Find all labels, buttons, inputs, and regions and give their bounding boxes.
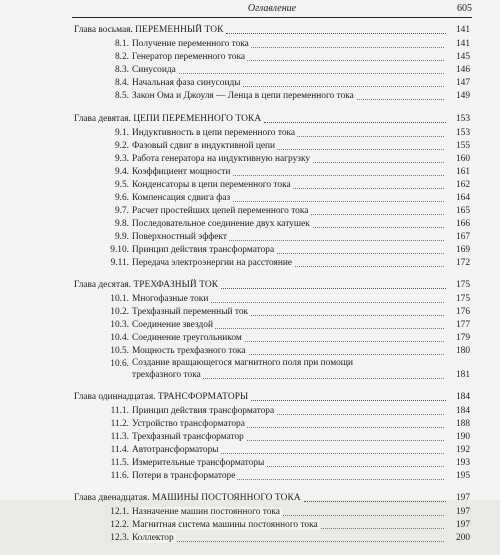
section-page-number: 165 <box>455 205 470 216</box>
section-title <box>132 64 178 77</box>
section-page-number: 184 <box>455 405 470 416</box>
toc-entry[interactable] <box>72 506 472 519</box>
section-number: 11.3. <box>110 431 129 442</box>
section-page-number: 200 <box>455 533 470 543</box>
section-number: 11.4. <box>110 444 129 455</box>
section-title-text: Принцип действия трансформатора <box>132 244 275 255</box>
section-title-text: Передача электроэнергии на расстояние <box>132 257 293 268</box>
dot-leader <box>304 501 446 502</box>
section-page-number: 193 <box>455 457 470 468</box>
section-title <box>132 506 282 519</box>
section-number: 12.1. <box>110 507 129 517</box>
section-page-number: 195 <box>455 470 470 481</box>
dot-leader <box>264 122 446 123</box>
section-number: 9.9. <box>114 231 129 242</box>
chapter-title: ПЕРЕМЕННЫЙ ТОК <box>135 25 224 35</box>
section-number: 10.2. <box>110 307 129 317</box>
section-number: 11.2. <box>110 418 129 429</box>
section-number: 9.5. <box>114 179 129 190</box>
toc-entry[interactable] <box>72 444 472 457</box>
toc-entry[interactable] <box>72 470 472 483</box>
toc-entry[interactable] <box>72 345 472 358</box>
section-title-text: Конденсаторы в цепи переменного тока <box>132 179 291 190</box>
section-title <box>132 332 244 345</box>
chapter-prefix: Глава двенадцатая. <box>74 493 150 503</box>
section-page-number: 164 <box>455 192 470 203</box>
chapter-heading[interactable] <box>72 113 472 126</box>
chapter-label <box>74 24 223 37</box>
section-number: 10.6. <box>110 359 129 369</box>
section-title <box>132 179 293 192</box>
chapter-heading[interactable] <box>72 492 472 505</box>
section-title <box>132 231 229 244</box>
section-page-number: 190 <box>455 431 470 442</box>
section-number: 9.8. <box>114 218 129 229</box>
section-title-text: Мощность трехфазного тока <box>132 346 246 356</box>
toc-chapter <box>72 391 472 483</box>
toc-entry[interactable] <box>72 192 472 205</box>
chapter-title: МАШИНЫ ПОСТОЯННОГО ТОКА <box>151 493 301 503</box>
section-page-number: 197 <box>455 507 470 517</box>
toc-entry[interactable] <box>72 431 472 444</box>
section-page-number: 177 <box>455 320 470 330</box>
section-title-text: Устройство трансформатора <box>132 418 245 429</box>
section-number: 9.10. <box>110 244 129 255</box>
dot-leader <box>132 541 444 542</box>
section-page-number: 179 <box>455 333 470 343</box>
section-page-number: 176 <box>455 307 470 317</box>
toc-entry[interactable] <box>72 293 472 306</box>
section-title <box>132 38 251 51</box>
section-title <box>132 519 320 532</box>
toc-entry[interactable] <box>72 457 472 470</box>
toc-entry[interactable] <box>72 519 472 532</box>
section-title-text: Соединение звездой <box>132 320 213 330</box>
section-title <box>132 293 210 306</box>
section-number: 8.3. <box>114 65 129 75</box>
section-page-number: 147 <box>455 78 470 88</box>
section-title-text: Принцип действия трансформатора <box>132 405 275 416</box>
section-page-number: 162 <box>455 179 470 190</box>
chapter-title: ТРЕХФАЗНЫЙ ТОК <box>133 280 219 290</box>
toc-entry[interactable] <box>72 205 472 218</box>
running-head-page-number: 605 <box>457 3 472 14</box>
section-title-text: Поверхностный эффект <box>132 231 227 242</box>
section-title-text: Создание вращающегося магнитного поля при помощи трехфазного тока <box>132 358 354 380</box>
section-page-number: 160 <box>455 153 470 164</box>
toc-chapter <box>72 113 472 270</box>
toc-entry[interactable] <box>72 166 472 179</box>
section-title <box>132 192 232 205</box>
toc-entry[interactable] <box>72 218 472 231</box>
section-title <box>132 444 221 457</box>
section-page-number: 146 <box>455 65 470 75</box>
toc-entry[interactable] <box>72 332 472 345</box>
chapter-page-number: 141 <box>455 25 470 35</box>
section-number: 9.7. <box>114 205 129 216</box>
toc-entry[interactable] <box>72 64 472 77</box>
section-number: 11.1. <box>110 405 129 416</box>
section-page-number: 197 <box>455 520 470 530</box>
chapter-prefix: Глава десятая. <box>74 280 132 290</box>
section-title-text: Расчет простейших цепей переменного тока <box>132 205 309 216</box>
toc-entry[interactable] <box>72 127 472 140</box>
section-page-number: 161 <box>455 166 470 177</box>
section-number: 9.6. <box>114 192 129 203</box>
running-head <box>72 2 472 16</box>
section-page-number: 172 <box>455 257 470 268</box>
chapter-prefix: Глава одиннадцатая. <box>74 391 156 402</box>
section-page-number: 181 <box>455 370 470 380</box>
chapter-page-number: 153 <box>455 113 470 124</box>
section-title-text: Компенсация сдвига фаз <box>132 192 231 203</box>
section-title-text: Многофазные токи <box>132 294 209 304</box>
section-number: 9.2. <box>114 140 129 151</box>
section-title <box>132 470 237 483</box>
section-title-text: Фазовый сдвиг в индуктивной цепи <box>132 140 276 151</box>
section-title <box>132 127 297 140</box>
toc-entry[interactable] <box>72 306 472 319</box>
section-number: 11.5. <box>110 457 129 468</box>
section-page-number: 141 <box>455 39 470 49</box>
section-title-text: Назначение машин постоянного тока <box>132 507 280 517</box>
section-number: 8.1. <box>114 39 129 49</box>
section-number: 8.2. <box>114 52 129 62</box>
section-title <box>132 532 176 545</box>
section-title-text: Коллектор <box>132 533 174 543</box>
chapter-title: ЦЕПИ ПЕРЕМЕННОГО ТОКА <box>133 113 262 124</box>
section-title <box>132 418 247 431</box>
section-title-text: Закон Ома и Джоуля — Ленца в цепи переменного тока <box>132 91 354 101</box>
section-title <box>132 90 356 103</box>
section-title-text: Потери в трансформаторе <box>132 470 236 481</box>
chapter-page-number: 197 <box>455 493 470 503</box>
section-title <box>132 257 294 270</box>
section-title <box>132 457 266 470</box>
section-page-number: 180 <box>455 346 470 356</box>
toc-entry[interactable] <box>72 257 472 270</box>
section-title-text: Трехфазный переменный ток <box>132 307 249 317</box>
section-page-number: 166 <box>455 218 470 229</box>
toc-entry[interactable] <box>72 77 472 90</box>
section-number: 9.1. <box>114 127 129 138</box>
running-head-title: Оглавление <box>247 3 297 14</box>
toc-entry[interactable] <box>72 231 472 244</box>
section-title-text: Получение переменного тока <box>132 39 249 49</box>
toc-chapter <box>72 24 472 103</box>
section-title-text: Измерительные трансформаторы <box>132 457 265 468</box>
toc-entry[interactable] <box>72 38 472 51</box>
section-title <box>132 153 312 166</box>
section-number: 12.3. <box>110 533 129 543</box>
section-title <box>132 218 312 231</box>
section-title-text: Генератор переменного тока <box>132 52 246 62</box>
section-title <box>132 140 277 153</box>
section-number: 8.4. <box>114 78 129 88</box>
section-title-text: Работа генератора на индуктивную нагрузку <box>132 153 311 164</box>
section-number: 10.1. <box>110 294 129 304</box>
toc-entry[interactable] <box>72 532 472 545</box>
dot-leader <box>132 73 444 74</box>
section-title-text: Магнитная система машины постоянного тока <box>132 520 318 530</box>
section-page-number: 153 <box>455 127 470 138</box>
chapter-prefix: Глава девятая. <box>74 113 131 124</box>
toc-entry[interactable] <box>72 319 472 332</box>
section-title-text: Трехфазный трансформатор <box>132 431 244 442</box>
section-title <box>132 405 276 418</box>
section-title <box>132 431 246 444</box>
section-title-text: Коэффициент мощности <box>132 166 231 177</box>
section-title-text: Последовательное соединение двух катушек <box>132 218 310 229</box>
section-title-text: Синусоида <box>132 65 176 75</box>
chapter-heading[interactable] <box>72 24 472 37</box>
dot-leader <box>251 400 446 401</box>
section-number: 8.5. <box>114 91 129 101</box>
section-title-text: Соединение треугольником <box>132 333 242 343</box>
section-number: 10.4. <box>110 333 129 343</box>
section-page-number: 188 <box>455 418 470 429</box>
section-title <box>132 77 243 90</box>
table-of-contents <box>72 24 472 555</box>
chapter-title: ТРАНСФОРМАТОРЫ <box>157 391 249 402</box>
toc-entry[interactable] <box>72 51 472 64</box>
chapter-label <box>74 113 261 126</box>
section-title <box>132 51 247 64</box>
toc-entry[interactable] <box>72 244 472 257</box>
toc-entry[interactable] <box>72 418 472 431</box>
toc-entry[interactable] <box>72 358 472 381</box>
section-number: 10.5. <box>110 346 129 356</box>
toc-entry[interactable] <box>72 90 472 103</box>
toc-entry[interactable] <box>72 179 472 192</box>
section-title <box>132 244 276 257</box>
chapter-heading[interactable] <box>72 279 472 292</box>
section-title <box>132 205 310 218</box>
dot-leader <box>226 33 446 34</box>
section-number: 9.3. <box>114 153 129 164</box>
section-title <box>132 319 215 332</box>
section-page-number: 169 <box>455 244 470 255</box>
section-page-number: 149 <box>455 91 470 101</box>
section-title-text: Автотрансформаторы <box>132 444 219 455</box>
toc-entry[interactable] <box>72 405 472 418</box>
section-number: 9.4. <box>114 166 129 177</box>
chapter-page-number: 184 <box>455 391 470 402</box>
chapter-label <box>74 492 301 505</box>
toc-entry[interactable] <box>72 153 472 166</box>
toc-entry[interactable] <box>72 140 472 153</box>
section-title <box>132 345 248 358</box>
chapter-heading[interactable] <box>72 391 472 404</box>
section-title <box>132 306 250 319</box>
section-title <box>132 358 382 381</box>
section-number: 9.11. <box>110 257 129 268</box>
chapter-label <box>74 279 218 292</box>
section-page-number: 192 <box>455 444 470 455</box>
section-title-text: Начальная фаза синусоиды <box>132 78 241 88</box>
header-rule <box>72 17 472 18</box>
section-title <box>132 166 232 179</box>
section-page-number: 175 <box>455 294 470 304</box>
chapter-label <box>74 391 248 404</box>
section-number: 11.6. <box>110 470 129 481</box>
section-title-text: Индуктивность в цепи переменного тока <box>132 127 296 138</box>
section-page-number: 155 <box>455 140 470 151</box>
section-page-number: 145 <box>455 52 470 62</box>
chapter-page-number: 175 <box>455 280 470 290</box>
dot-leader <box>221 288 446 289</box>
section-page-number: 167 <box>455 231 470 242</box>
toc-chapter <box>72 279 472 381</box>
section-number: 12.2. <box>110 520 129 530</box>
section-number: 10.3. <box>110 320 129 330</box>
chapter-prefix: Глава восьмая. <box>74 25 133 35</box>
